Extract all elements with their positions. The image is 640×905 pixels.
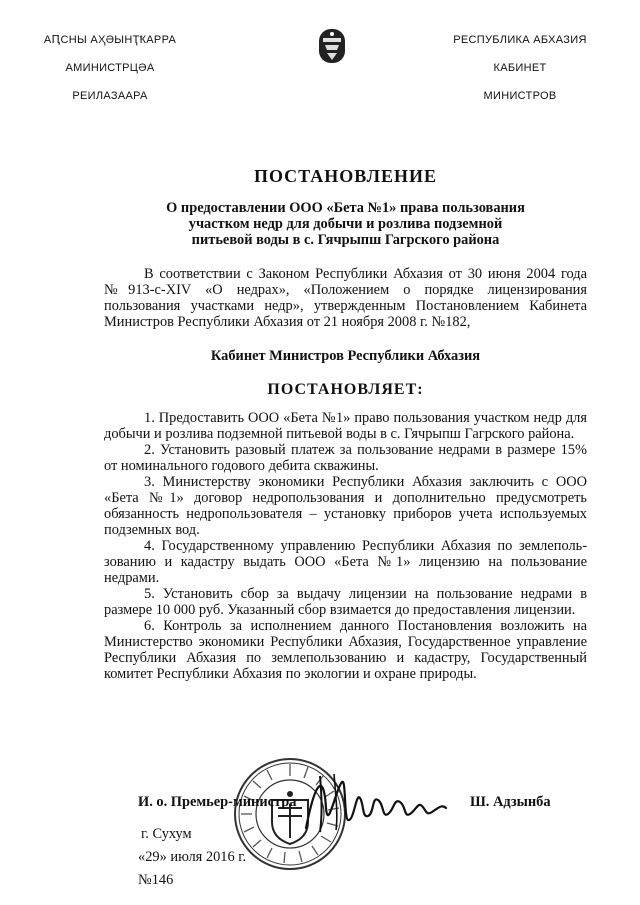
subject-line-2: участком недр для добычи и розлива подземной bbox=[188, 216, 503, 232]
subject-line-1: О предоставлении ООО «Бета №1» права пользования bbox=[166, 200, 525, 216]
clause-2: 2. Установить разовый платеж за пользование недрами в размере 15% от номинального годового дебита скважины. bbox=[104, 442, 587, 474]
preamble-paragraph: В соответствии с Законом Республики Абхазия от 30 июня 2004 года №913-с-XIV «О недрах», «Положением о порядке лицензирования пользования участками недр», утвержденным Постановлением Кабинета Министров Республики Абхазия от 21 ноября 2008 г. №182, bbox=[104, 266, 587, 330]
header-right-line-2: КАБИНЕТ bbox=[493, 62, 547, 74]
issue-city: г. Сухум bbox=[141, 826, 192, 842]
header-right-line-3: МИНИСТРОВ bbox=[483, 90, 557, 102]
signatory-name: Ш. Адзынба bbox=[470, 794, 551, 810]
document-type: ПОСТАНОВЛЕНИЕ bbox=[253, 166, 438, 186]
state-emblem-icon bbox=[318, 28, 346, 64]
clause-5: 5. Установить сбор за выдачу лицензии на пользование недрами в размере 10 000 руб. Указанный сбор взимается до предоставления лицензии. bbox=[104, 586, 587, 618]
clause-6: 6. Контроль за исполнением данного Постановления возложить на Министерство экономики Республики Абхазия, Государственное управление Республики Абхазия по землепользованию и кадастру, Государственный комитет Республики Абхазия по экологии и охране природы. bbox=[104, 618, 587, 682]
clause-3: 3. Министерству экономики Республики Абхазия заключить с ООО «Бета №1» договор недропользования и дополнительно предусмотреть обязанность недропользователя – установку приборов учета используемых подземных вод. bbox=[104, 474, 587, 538]
document-header bbox=[0, 20, 640, 110]
issue-date: «29» июля 2016 г. bbox=[138, 849, 247, 865]
resolves-heading: ПОСТАНОВЛЯЕТ: bbox=[267, 381, 424, 398]
handwritten-signature-icon bbox=[296, 768, 466, 838]
subject-line-3: питьевой воды в с. Гячрыпш Гагрского района bbox=[191, 232, 500, 248]
header-right-line-1: РЕСПУБЛИКА АБХАЗИЯ bbox=[453, 34, 587, 46]
document-number: №146 bbox=[138, 872, 174, 888]
document-body bbox=[104, 168, 587, 682]
signature-block bbox=[0, 750, 640, 905]
header-left-line-2: АМИНИСТРЦӘА bbox=[65, 62, 155, 74]
document-subject bbox=[104, 200, 587, 248]
header-left-line-3: РЕИЛАЗААРА bbox=[72, 90, 148, 102]
signatory-title: И. о. Премьер-министра bbox=[138, 794, 297, 810]
header-left-line-1: АԤСНЫ АҲӘЫНҬҞАРРА bbox=[43, 34, 177, 46]
clause-1: 1. Предоставить ООО «Бета №1» право пользования участком недр для добычи и розлива подземной питьевой воды в с. Гячрыпш Гагрского района. bbox=[104, 410, 587, 442]
header-abkhaz bbox=[10, 26, 210, 110]
issuing-body: Кабинет Министров Республики Абхазия bbox=[210, 348, 481, 364]
header-russian bbox=[420, 26, 620, 110]
clause-4: 4. Государственному управлению Республики Абхазия по землепользованию и кадастру выдать ООО «Бета №1» лицензию на пользование недрами. bbox=[104, 538, 587, 586]
